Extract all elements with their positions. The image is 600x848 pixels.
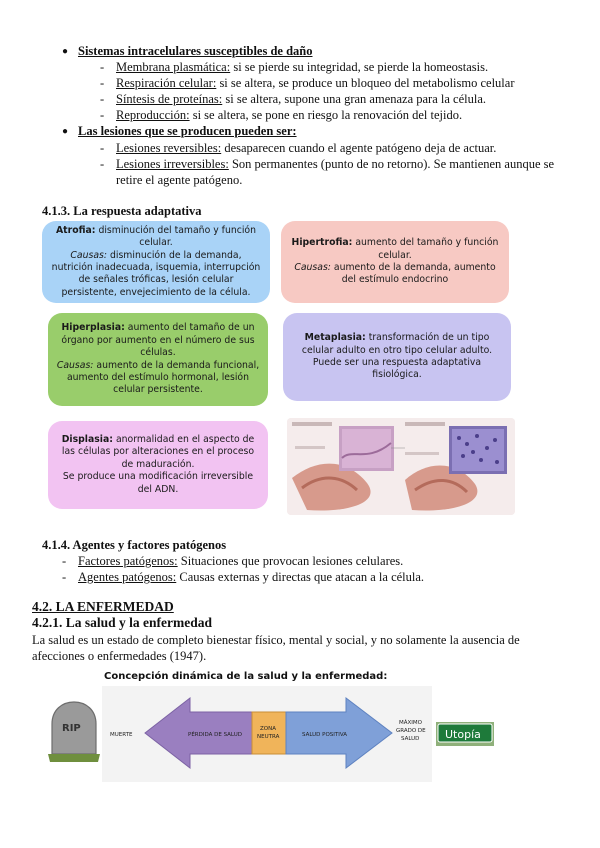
section-heading: 4.2. LA ENFERMEDAD [32,599,174,614]
bullet-dot: ● [62,46,69,57]
list-item-continuation: retire el agente patógeno. [116,173,243,187]
label-max-2: GRADO DE [396,728,426,734]
tomb-text: RIP [62,723,81,734]
bullet-dot: ● [62,126,69,137]
label-zona-2: NEUTRA [257,734,280,740]
bullet-title-lesiones: Las lesiones que se producen pueden ser: [78,124,297,138]
label-max-3: SALUD [401,736,420,742]
label-max-1: MÁXIMO [399,720,422,726]
utopia-sign-icon [436,722,494,746]
label-muerte: MUERTE [110,732,133,738]
section-heading: 4.1.3. La respuesta adaptativa [42,204,202,218]
sign-text: Utopía [445,728,481,741]
paragraph-line: La salud es un estado de completo bienestar físico, mental y social, y no solamente la ausencia de [32,633,520,647]
metaplasia-box: Metaplasia: transformación de un tipo celular adulto en otro tipo celular adulto. Puede ser una respuesta adaptativa fisiológica. [283,313,511,401]
hiperplasia-box: Hiperplasia: aumento del tamaño de un órgano por aumento en el número de sus células. Causas: aumento de la demanda funcional, aumento del estímulo hormonal, lesión celular persistente. [48,313,268,406]
label-perdida: PÉRDIDA DE SALUD [188,732,242,738]
label-positiva: SALUD POSITIVA [302,732,348,738]
label-zona-1: ZONA [260,726,276,732]
health-continuum-diagram [40,684,520,784]
diagram-title: Concepción dinámica de la salud y la enfermedad: [104,671,388,682]
metaplasia-illustration [287,418,515,515]
bullet-title-sistemas: Sistemas intracelulares susceptibles de daño [78,44,313,58]
paragraph-line: afecciones o enfermedades (1947). [32,649,207,663]
displasia-box: Displasia: anormalidad en el aspecto de las células por alteraciones en el proceso de maduración. Se produce una modificación irreversible del ADN. [48,421,268,509]
atrofia-box: Atrofia: disminución del tamaño y función celular. Causas: disminución de la demanda, nutrición inadecuada, isquemia, interrupción de señales tróficas, lesión celular persistente, envejecimiento de la célula. [42,221,270,303]
subsection-heading: 4.2.1. La salud y la enfermedad [32,615,213,630]
section-heading: 4.1.4. Agentes y factores patógenos [42,538,227,552]
hipertrofia-box: Hipertrofia: aumento del tamaño y función celular. Causas: aumento de la demanda, aumento del estímulo endocrino [281,221,509,303]
tombstone-icon [48,702,100,762]
